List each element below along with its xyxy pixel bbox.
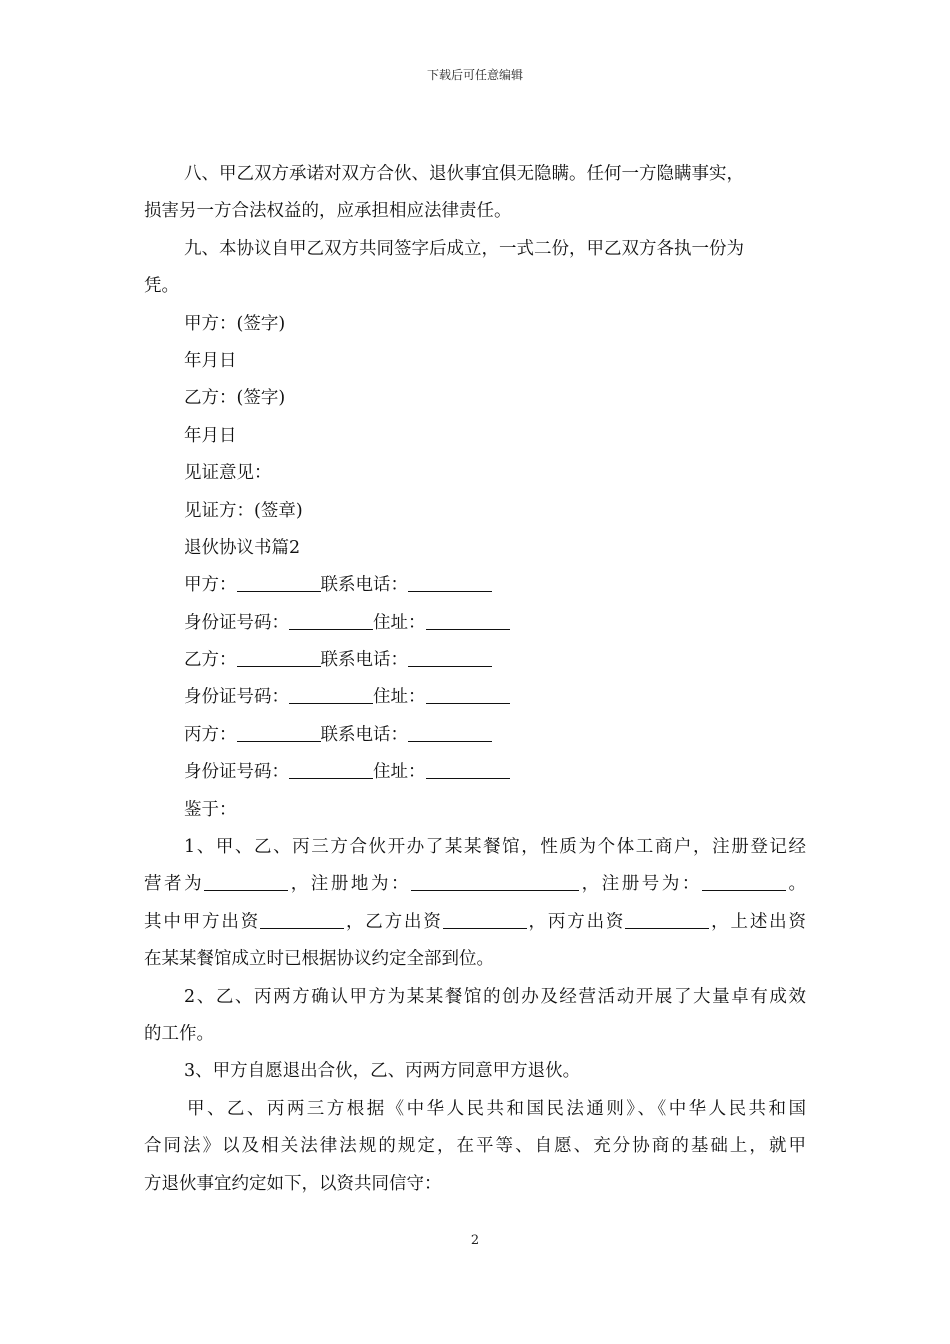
section-title: 退伙协议书篇2 [184, 537, 301, 558]
address-blank [426, 683, 510, 704]
recital-1-line-2: 营者为 ，注册地为： ，注册号为： 。 [144, 866, 806, 903]
id-label: 身份证号码： [184, 687, 289, 708]
party-b-contact-line [144, 642, 806, 679]
clause-9-line-2: 凭。 [144, 276, 179, 297]
address-blank [426, 758, 510, 779]
party-a-signature: 甲方：(签字) [184, 313, 286, 334]
agreement-intro-line-1: 甲、乙、丙两三方根据《中华人民共和国民法通则》、《中华人民共和国 [187, 1098, 806, 1119]
phone-blank [408, 571, 492, 592]
party-c-id-line [144, 754, 806, 791]
phone-blank [408, 646, 492, 667]
witness-signature: 见证方：(签章) [184, 500, 303, 521]
phone-label: 联系电话： [320, 575, 408, 596]
registered-address-blank [411, 870, 579, 891]
recital-1-line-4: 在某某餐馆成立时已根据协议约定全部到位。 [144, 949, 494, 970]
address-label: 住址： [373, 612, 426, 633]
party-b-name-blank [237, 646, 321, 667]
id-label: 身份证号码： [184, 762, 289, 783]
phone-label: 联系电话： [320, 650, 408, 671]
agreement-intro-line-3: 方退伙事宜约定如下，以资共同信守： [144, 1173, 442, 1194]
address-blank [426, 609, 510, 630]
party-b-capital-blank [443, 908, 527, 929]
whereas-heading: 鉴于： [184, 799, 237, 820]
party-a-label: 甲方： [184, 575, 237, 596]
party-b-date: 年月日 [184, 425, 237, 446]
id-blank [289, 683, 373, 704]
operator-blank [204, 870, 288, 891]
party-a-contact-line [144, 567, 806, 604]
id-blank [289, 758, 373, 779]
witness-opinion: 见证意见： [184, 463, 272, 484]
page-number: 2 [470, 1233, 480, 1248]
party-c-name-blank [237, 721, 321, 742]
party-b-id-line [144, 679, 806, 716]
registration-number-blank [702, 870, 786, 891]
clause-8-line-1: 八、甲乙双方承诺对双方合伙、退伙事宜俱无隐瞒。任何一方隐瞒事实， [184, 164, 744, 184]
agreement-intro-line-2: 合同法》以及相关法律法规的规定，在平等、自愿、充分协商的基础上，就甲 [144, 1136, 806, 1157]
clause-8-line-2: 损害另一方合法权益的，应承担相应法律责任。 [144, 201, 512, 222]
address-label: 住址： [373, 762, 426, 783]
party-a-name-blank [237, 571, 321, 592]
party-c-capital-blank [625, 908, 709, 929]
recital-2-line-1: 2、乙、丙两方确认甲方为某某餐馆的创办及经营活动开展了大量卓有成效 [184, 986, 806, 1007]
party-c-contact-line [144, 717, 806, 754]
phone-label: 联系电话： [320, 724, 408, 745]
party-a-id-line [144, 605, 806, 642]
document-body [144, 156, 806, 1203]
page-header: 下载后可任意编辑 [426, 68, 523, 82]
recital-3: 3、甲方自愿退出合伙，乙、丙两方同意甲方退伙。 [184, 1061, 581, 1082]
address-label: 住址： [373, 687, 426, 708]
phone-blank [408, 721, 492, 742]
id-label: 身份证号码： [184, 612, 289, 633]
clause-9-line-1: 九、本协议自甲乙双方共同签字后成立，一式二份，甲乙双方各执一份为 [184, 238, 744, 259]
recital-2-line-2: 的工作。 [144, 1023, 214, 1044]
party-b-label: 乙方： [184, 650, 237, 671]
party-c-label: 丙方： [184, 724, 237, 745]
id-blank [289, 609, 373, 630]
party-a-date: 年月日 [184, 350, 237, 371]
recital-1-line-1: 1、甲、乙、丙三方合伙开办了某某餐馆，性质为个体工商户，注册登记经 [184, 837, 806, 858]
recital-1-line-3: 其中甲方出资 ，乙方出资 ，丙方出资 ，上述出资 [144, 904, 806, 941]
party-b-signature: 乙方：(签字) [184, 388, 286, 409]
party-a-capital-blank [260, 908, 344, 929]
